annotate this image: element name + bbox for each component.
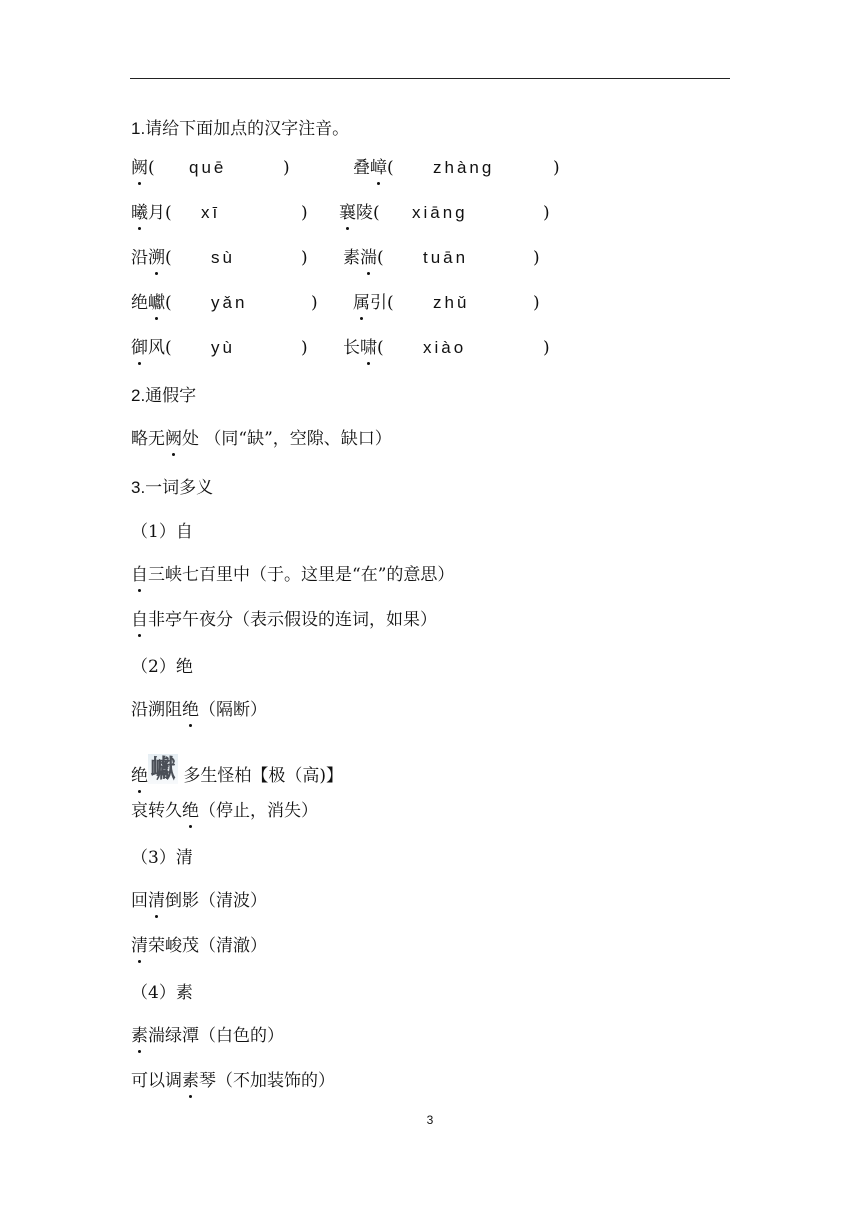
text-segment: ( xyxy=(165,248,172,268)
text-segment: 哀转久 xyxy=(131,801,182,821)
text-segment: 绝 xyxy=(131,293,148,313)
text-segment: （4）素 xyxy=(131,983,193,1003)
example-line xyxy=(131,889,267,913)
text-segment: 湍绿潭（白色的） xyxy=(148,1026,284,1046)
dotted-character: 阙 xyxy=(165,429,182,449)
pinyin: xiāng xyxy=(412,203,468,222)
example-line xyxy=(131,563,454,587)
pinyin: zhàng xyxy=(433,158,495,177)
dotted-character: 素 xyxy=(131,1026,148,1046)
dotted-character: 啸 xyxy=(360,338,377,358)
word xyxy=(353,156,394,180)
text-segment: 非亭午夜分（表示假设的连词，如果） xyxy=(148,610,437,630)
word xyxy=(131,246,172,270)
pinyin: xiào xyxy=(423,338,467,357)
text-segment: （停止，消失） xyxy=(199,801,318,821)
example-line xyxy=(131,608,437,632)
text-segment: 长 xyxy=(343,338,360,358)
close-paren: ) xyxy=(301,203,308,223)
dotted-character: 曦 xyxy=(131,203,148,223)
dotted-character: 绝 xyxy=(182,801,199,821)
text-segment: ( xyxy=(377,248,384,268)
pinyin-row xyxy=(131,201,731,225)
text-segment: 引( xyxy=(370,293,394,313)
text-segment: 可以调 xyxy=(131,1071,182,1091)
word xyxy=(343,336,384,360)
text-segment: 3.一词多义 xyxy=(131,478,214,497)
q2-line xyxy=(131,427,392,451)
text-segment: 琴（不加装饰的） xyxy=(199,1071,335,1091)
inline-character-image: 巘 xyxy=(148,754,178,784)
dotted-character: 属 xyxy=(353,293,370,313)
text-segment: 处 （同“缺”，空隙、缺口） xyxy=(182,429,392,449)
text-segment: ( xyxy=(387,158,394,178)
dotted-character: 阙 xyxy=(131,158,148,178)
word xyxy=(131,291,172,315)
dotted-character: 绝 xyxy=(131,766,148,786)
close-paren: ) xyxy=(553,158,560,178)
dotted-character: 御 xyxy=(131,338,148,358)
example-line xyxy=(131,934,267,958)
pinyin-row xyxy=(131,291,731,315)
example-line xyxy=(131,698,267,722)
dotted-character: 自 xyxy=(131,565,148,585)
text-segment: 多生怪柏【极（高)】 xyxy=(178,766,344,786)
text-segment: 回 xyxy=(131,891,148,911)
pinyin: xī xyxy=(201,203,221,222)
dotted-character: 嶂 xyxy=(370,158,387,178)
text-segment: 风( xyxy=(148,338,172,358)
text-segment: 沿溯阻 xyxy=(131,700,182,720)
page-number: 3 xyxy=(426,1113,434,1127)
text-segment: 三峡七百里中（于。这里是“在”的意思） xyxy=(148,565,455,585)
text-segment: 2.通假字 xyxy=(131,386,197,405)
word xyxy=(339,201,380,225)
close-paren: ) xyxy=(283,158,290,178)
word xyxy=(131,201,172,225)
pinyin: yù xyxy=(211,338,235,357)
text-segment: 1.请给下面加点的汉字注音。 xyxy=(131,119,350,138)
dotted-character: 湍 xyxy=(360,248,377,268)
text-segment: 陵( xyxy=(356,203,380,223)
pinyin-row xyxy=(131,246,731,270)
close-paren: ) xyxy=(543,203,550,223)
close-paren: ) xyxy=(543,338,550,358)
text-segment: （隔断） xyxy=(199,700,267,720)
dotted-character: 清 xyxy=(131,936,148,956)
text-segment: 略无 xyxy=(131,429,165,449)
text-segment: 素 xyxy=(343,248,360,268)
close-paren: ) xyxy=(301,248,308,268)
text-segment: ( xyxy=(148,158,155,178)
q1-title xyxy=(131,117,349,141)
word xyxy=(353,291,394,315)
text-segment: 沿 xyxy=(131,248,148,268)
word xyxy=(343,246,384,270)
dotted-character: 巘 xyxy=(148,293,165,313)
section-label xyxy=(131,981,193,1005)
q3-title xyxy=(131,476,213,500)
pinyin: quē xyxy=(189,158,227,177)
text-segment: ( xyxy=(377,338,384,358)
section-label xyxy=(131,655,193,679)
close-paren: ) xyxy=(533,293,540,313)
q2-title xyxy=(131,384,196,408)
close-paren: ) xyxy=(311,293,318,313)
text-segment: 倒影（清波） xyxy=(165,891,267,911)
text-segment: 荣峻茂（清澈） xyxy=(148,936,267,956)
close-paren: ) xyxy=(533,248,540,268)
text-segment: ( xyxy=(165,293,172,313)
section-label xyxy=(131,846,193,870)
text-segment: （3）清 xyxy=(131,848,193,868)
example-line xyxy=(131,754,343,788)
dotted-character: 清 xyxy=(148,891,165,911)
text-segment: 叠 xyxy=(353,158,370,178)
pinyin: sù xyxy=(211,248,235,267)
pinyin: yǎn xyxy=(211,293,248,312)
section-label xyxy=(131,520,193,544)
dotted-character: 素 xyxy=(182,1071,199,1091)
dotted-character: 绝 xyxy=(182,700,199,720)
dotted-character: 襄 xyxy=(339,203,356,223)
close-paren: ) xyxy=(301,338,308,358)
pinyin-row xyxy=(131,336,731,360)
text-segment: （2）绝 xyxy=(131,657,193,677)
dotted-character: 自 xyxy=(131,610,148,630)
pinyin: tuān xyxy=(423,248,469,267)
dotted-character: 溯 xyxy=(148,248,165,268)
example-line xyxy=(131,1024,284,1048)
header-rule xyxy=(130,78,730,79)
pinyin: zhǔ xyxy=(433,293,470,312)
word xyxy=(131,336,172,360)
pinyin-row xyxy=(131,156,731,180)
example-line xyxy=(131,1069,335,1093)
example-line xyxy=(131,799,318,823)
text-segment: 月( xyxy=(148,203,172,223)
text-segment: （1）自 xyxy=(131,522,193,542)
word xyxy=(131,156,155,180)
